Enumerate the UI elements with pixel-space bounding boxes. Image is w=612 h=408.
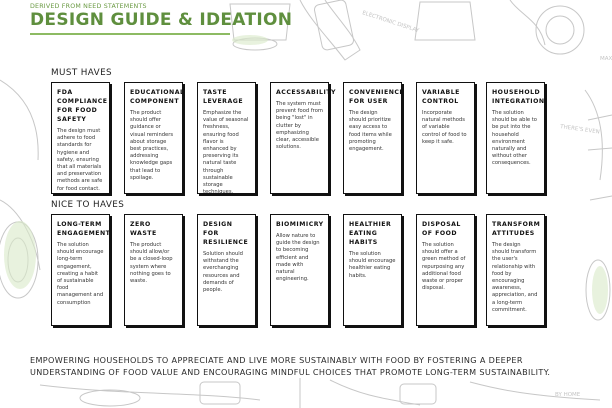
must-haves-row [51, 82, 582, 198]
card-title: ACCESSABILITY [276, 89, 336, 96]
card-body: Emphasize the value of seasonal freshness, ensuring food flavor is enhanced by preserving its natural taste through sustainable storage techniques. [203, 110, 249, 196]
card-body: The product should offer guidance or visual reminders about storage best practices, addressing knowledge gaps that lead to spoilage. [130, 110, 174, 181]
card-body: The system must prevent food from being "lost" in clutter by emphasizing clear, accessible solutions. [276, 101, 323, 151]
card-body: The design must adhere to food standards for hygiene and safety, ensuring that all materials and preservation methods are safe for food contact. [57, 128, 103, 192]
card-title: LONG-TERM ENGAGEMENT [57, 221, 111, 237]
sketch-bowl [233, 38, 277, 50]
card-title: TASTE LEVERAGE [203, 89, 244, 105]
sketch-round-unit [536, 6, 584, 54]
nice-to-haves-label: NICE TO HAVES [51, 200, 125, 210]
card-body: The design should prioritize easy access to food items while promoting engagement. [349, 110, 392, 153]
sketch-left-curve [0, 80, 38, 160]
card-taste-leverage [197, 82, 256, 194]
sketch-note-home: BY HOME [555, 392, 581, 398]
card-title: ZERO WASTE [130, 221, 157, 237]
sketch-device [415, 2, 475, 40]
vision-statement: EMPOWERING HOUSEHOLDS TO APPRECIATE AND LIVE MORE SUSTAINABLY WITH FOOD BY FOSTERING A DEEPER UNDERSTANDING OF FOOD VALUE AND ENCOURAGING MINDFUL CHOICES THAT PROMOTE LONG-TERM SUSTAINABILITY. [30, 355, 551, 377]
card-fda-compliance [51, 82, 110, 194]
sketch-green-accent-right [592, 266, 608, 314]
card-body: Allow nature to guide the design to becoming efficient and made with natural engineering. [276, 233, 320, 283]
card-body: Incorporate natural methods of variable control of food to keep it safe. [422, 110, 467, 145]
card-healthier-eating-habits [343, 214, 402, 326]
card-title: HOUSEHOLD INTEGRATION [492, 89, 545, 105]
card-household-integration [486, 82, 545, 194]
sketch-note-even: THERE'S EVEN [559, 124, 601, 136]
card-title: BIOMIMICRY [276, 221, 324, 228]
sketch-right-shelf [588, 115, 612, 200]
card-title: TRANSFORM ATTITUDES [492, 221, 541, 237]
card-accessability [270, 82, 336, 194]
card-body: The solution should be able to be put into the household environment naturally and without other consequences. [492, 110, 537, 167]
card-transform-attitudes [486, 214, 545, 326]
sketch-hand-phone [300, 0, 360, 60]
header-kicker: DERIVED FROM NEED STATEMENTS [30, 3, 147, 10]
card-body: The solution should encourage long-term engagement, creating a habit of sustainable food management and consumption [57, 242, 104, 306]
sketch-green-accent-left [4, 221, 36, 289]
nice-to-haves-row [51, 214, 582, 330]
card-biomimicry [270, 214, 329, 326]
card-body: The solution should encourage healthier eating habits. [349, 251, 396, 279]
sketch-note-display: ELECTRONIC DISPLAY [361, 10, 420, 35]
card-title: DISPOSAL OF FOOD [422, 221, 461, 237]
card-body: The solution should offer a green method of repurposing any additional food waste or proper disposal. [422, 242, 466, 292]
card-body: The product should allow/or be a closed-loop system where nothing goes to waste. [130, 242, 173, 285]
card-title: FDA COMPLIANCE FOR FOOD SAFETY [57, 89, 108, 123]
sketch-green-accent-top [232, 35, 268, 45]
card-convenience-for-user [343, 82, 405, 194]
card-zero-waste [124, 214, 183, 326]
must-haves-label: MUST HAVES [51, 68, 113, 78]
card-title: HEALTHIER EATING HABITS [349, 221, 392, 246]
card-title: CONVENIENCE FOR USER [349, 89, 405, 105]
card-body: Solution should withstand the everchanging resources and demands of people. [203, 251, 243, 294]
sketch-right-curve [585, 90, 602, 180]
sketch-left-jar [0, 222, 38, 298]
card-disposal-of-food [416, 214, 475, 326]
card-variable-control [416, 82, 475, 194]
title-underline [30, 33, 230, 35]
sketch-phone [314, 0, 355, 51]
card-title: DESIGN FOR RESILIENCE [203, 221, 249, 246]
sketch-bottom-bowl [80, 390, 140, 406]
card-title: VARIABLE CONTROL [422, 89, 460, 105]
card-long-term-engagement [51, 214, 110, 326]
card-title: EDUCATIONAL COMPONENT [130, 89, 185, 105]
card-body: The design should transform the user's relationship with food by encouraging awareness, appreciation, and a long-term commitment. [492, 242, 538, 313]
card-educational-component [124, 82, 183, 194]
card-design-for-resilience [197, 214, 256, 326]
sketch-note-max: MAX [600, 56, 612, 62]
sketch-bottom-lines [40, 378, 600, 408]
page-title: DESIGN GUIDE & IDEATION [30, 10, 293, 30]
